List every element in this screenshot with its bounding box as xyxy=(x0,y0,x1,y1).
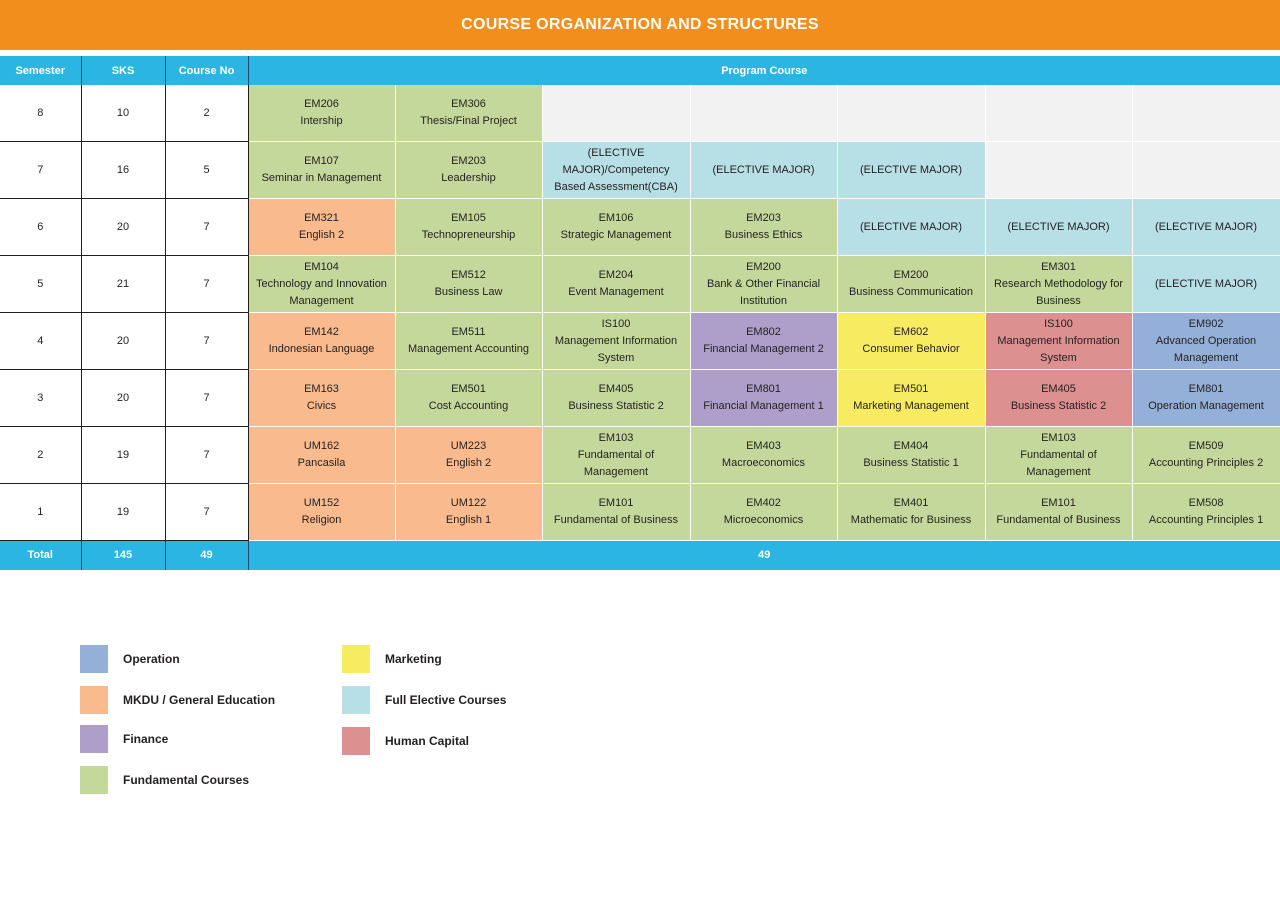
course-name: (ELECTIVE MAJOR) xyxy=(859,163,963,176)
course-cell xyxy=(542,199,690,256)
course-name: Management Accounting xyxy=(407,343,530,355)
course-cell xyxy=(248,370,395,427)
course-name: Pancasila xyxy=(297,457,346,469)
course-count-cell: 5 xyxy=(165,142,248,199)
empty-course-slot xyxy=(985,142,1132,199)
course-code: EM200 xyxy=(746,260,781,273)
course-cell xyxy=(248,142,395,199)
course-cell xyxy=(690,256,837,313)
course-name: English 2 xyxy=(298,229,345,241)
course-name: Management Information System xyxy=(554,334,678,364)
total-program: 49 xyxy=(248,541,1280,571)
course-cell xyxy=(690,427,837,484)
course-cell xyxy=(985,427,1132,484)
legend-item-elective xyxy=(341,685,506,715)
course-code: EM402 xyxy=(746,497,781,509)
course-cell xyxy=(690,199,837,256)
empty-course-slot xyxy=(1132,142,1280,199)
course-code: UM122 xyxy=(450,497,487,509)
course-count-cell: 7 xyxy=(165,313,248,370)
course-code: EM902 xyxy=(1188,317,1224,330)
course-name: Civics xyxy=(306,400,337,412)
course-name: Event Management xyxy=(568,286,664,298)
legend-swatch-fundamental xyxy=(79,765,109,795)
course-cell xyxy=(1132,256,1280,313)
course-cell xyxy=(542,313,690,370)
header-program-course: Program Course xyxy=(248,56,1280,85)
course-code: EM103 xyxy=(598,431,634,444)
semester-cell: 3 xyxy=(0,370,81,427)
course-name: Research Methodology for Business xyxy=(993,277,1123,307)
course-count-cell: 7 xyxy=(165,427,248,484)
course-cell xyxy=(395,484,542,541)
course-name: Advanced Operation Management xyxy=(1155,334,1257,364)
course-cell xyxy=(1132,199,1280,256)
course-code: EM104 xyxy=(304,260,339,273)
course-name: Strategic Management xyxy=(560,229,672,241)
course-code: EM204 xyxy=(598,269,634,281)
legend-item-operation xyxy=(79,644,180,674)
course-cell xyxy=(985,484,1132,541)
course-cell xyxy=(542,484,690,541)
course-code: EM801 xyxy=(746,383,781,395)
header-semester: Semester xyxy=(0,56,81,85)
course-cell xyxy=(985,313,1132,370)
course-code: EM403 xyxy=(746,440,781,452)
course-code: EM200 xyxy=(893,269,929,281)
table-body xyxy=(0,85,1280,541)
course-code: IS100 xyxy=(1044,317,1073,330)
course-structure-table xyxy=(0,56,1280,570)
empty-course-slot xyxy=(542,85,690,142)
course-name: Fundamental of Business xyxy=(553,514,679,526)
course-code: EM511 xyxy=(451,326,486,338)
course-name: English 1 xyxy=(445,514,492,526)
course-name: Accounting Principles 1 xyxy=(1148,514,1264,526)
course-name: Management Information System xyxy=(997,334,1120,364)
course-cell xyxy=(248,313,395,370)
legend-swatch-finance xyxy=(79,724,109,754)
course-name: Business Communication xyxy=(848,286,974,298)
course-cell xyxy=(837,142,985,199)
empty-course-slot xyxy=(985,85,1132,142)
course-code: EM203 xyxy=(451,155,486,167)
course-name: (ELECTIVE MAJOR) xyxy=(1007,220,1110,233)
empty-course-slot xyxy=(1132,85,1280,142)
legend-label-finance: Finance xyxy=(123,732,169,746)
legend-swatch-human-capital xyxy=(341,726,371,756)
course-name: (ELECTIVE MAJOR) xyxy=(1155,220,1258,233)
legend-item-marketing xyxy=(341,644,442,674)
course-name: Financial Management 2 xyxy=(703,343,824,355)
course-cell xyxy=(690,313,837,370)
course-name: Accounting Principles 2 xyxy=(1148,457,1264,469)
course-code: EM802 xyxy=(746,326,781,338)
course-code: IS100 xyxy=(601,317,631,330)
course-code: UM223 xyxy=(450,440,487,452)
semester-cell: 5 xyxy=(0,256,81,313)
course-code: EM101 xyxy=(1041,497,1076,509)
course-count-cell: 7 xyxy=(165,256,248,313)
course-cell xyxy=(837,199,985,256)
legend-swatch-elective xyxy=(341,685,371,715)
total-label: Total xyxy=(0,541,81,571)
table-header-row xyxy=(0,56,1280,85)
course-code: EM405 xyxy=(598,383,634,395)
course-name: Indonesian Language xyxy=(268,343,375,355)
course-name: Business Statistic 1 xyxy=(863,457,959,469)
course-name: Technopreneurship xyxy=(421,229,516,241)
course-name: Fundamental of Management xyxy=(1020,448,1097,478)
course-name: Business Ethics xyxy=(724,229,803,241)
course-cell xyxy=(395,199,542,256)
course-code: EM321 xyxy=(304,212,339,224)
course-name: (ELECTIVE MAJOR)/Competency Based Assessment(CBA) xyxy=(554,146,678,193)
course-cell xyxy=(542,142,690,199)
legend-label-operation: Operation xyxy=(123,652,180,666)
legend-label-mkdu: MKDU / General Education xyxy=(123,693,276,707)
empty-course-slot xyxy=(690,85,837,142)
sks-cell: 10 xyxy=(81,85,165,142)
course-name: Bank & Other Financial Institution xyxy=(706,277,821,307)
course-cell xyxy=(837,427,985,484)
course-name: Mathematic for Business xyxy=(850,514,972,526)
course-code: EM508 xyxy=(1188,497,1224,509)
course-cell xyxy=(248,427,395,484)
semester-row xyxy=(0,85,1280,142)
course-name: (ELECTIVE MAJOR) xyxy=(712,163,815,176)
sks-cell: 19 xyxy=(81,427,165,484)
course-name: Operation Management xyxy=(1148,400,1264,412)
total-sks: 145 xyxy=(81,541,165,571)
semester-row xyxy=(0,313,1280,370)
course-code: EM509 xyxy=(1188,440,1224,452)
course-name: Intership xyxy=(300,115,343,127)
course-name: Macroeconomics xyxy=(721,457,806,469)
course-cell xyxy=(395,85,542,142)
course-code: EM105 xyxy=(451,212,486,224)
course-count-cell: 2 xyxy=(165,85,248,142)
course-name: Consumer Behavior xyxy=(862,343,960,355)
course-cell xyxy=(837,484,985,541)
course-cell xyxy=(542,256,690,313)
sks-cell: 16 xyxy=(81,142,165,199)
course-code: EM501 xyxy=(451,383,486,395)
course-name: Marketing Management xyxy=(853,400,969,412)
semester-row xyxy=(0,142,1280,199)
course-code: EM101 xyxy=(598,497,634,509)
course-cell xyxy=(985,370,1132,427)
page-title: COURSE ORGANIZATION AND STRUCTURES xyxy=(461,16,819,33)
course-name: Business Statistic 2 xyxy=(1010,400,1107,412)
total-row xyxy=(0,541,1280,571)
course-cell xyxy=(248,256,395,313)
legend-label-elective: Full Elective Courses xyxy=(385,693,507,707)
course-code: EM512 xyxy=(451,269,486,281)
course-cell xyxy=(395,256,542,313)
semester-row xyxy=(0,199,1280,256)
empty-course-slot xyxy=(837,85,985,142)
course-name: Fundamental of Business xyxy=(996,514,1121,526)
course-code: UM162 xyxy=(303,440,340,452)
course-code: EM203 xyxy=(746,212,781,224)
course-code: EM404 xyxy=(893,440,929,452)
course-cell xyxy=(837,313,985,370)
course-cell xyxy=(837,256,985,313)
course-name: Financial Management 1 xyxy=(703,400,824,412)
semester-cell: 1 xyxy=(0,484,81,541)
sks-cell: 19 xyxy=(81,484,165,541)
course-count-cell: 7 xyxy=(165,199,248,256)
course-name: Seminar in Management xyxy=(261,172,382,184)
course-name: Fundamental of Management xyxy=(577,448,655,478)
course-cell xyxy=(690,484,837,541)
semester-cell: 2 xyxy=(0,427,81,484)
total-course-no: 49 xyxy=(165,541,248,571)
legend-item-finance xyxy=(79,724,168,754)
semester-cell: 8 xyxy=(0,85,81,142)
legend-item-mkdu xyxy=(79,685,275,715)
header-course-no: Course No xyxy=(165,56,248,85)
course-cell xyxy=(1132,313,1280,370)
course-name: Microeconomics xyxy=(723,514,804,526)
legend-item-fundamental xyxy=(79,765,249,795)
course-cell xyxy=(985,256,1132,313)
course-count-cell: 7 xyxy=(165,484,248,541)
course-cell xyxy=(542,370,690,427)
legend-item-human-capital xyxy=(341,726,469,756)
course-cell xyxy=(395,370,542,427)
semester-cell: 6 xyxy=(0,199,81,256)
course-name: Cost Accounting xyxy=(428,400,509,412)
course-name: (ELECTIVE MAJOR) xyxy=(1155,277,1258,290)
course-code: EM405 xyxy=(1041,383,1076,395)
course-code: EM301 xyxy=(1041,260,1076,273)
course-code: EM206 xyxy=(304,98,339,110)
sks-cell: 20 xyxy=(81,199,165,256)
legend-swatch-mkdu xyxy=(79,685,109,715)
course-cell xyxy=(690,142,837,199)
sks-cell: 20 xyxy=(81,370,165,427)
course-name: English 2 xyxy=(445,457,492,469)
course-cell xyxy=(837,370,985,427)
course-name: Thesis/Final Project xyxy=(420,115,517,127)
course-name: Religion xyxy=(301,514,342,526)
course-cell xyxy=(1132,370,1280,427)
course-code: EM801 xyxy=(1188,383,1224,395)
page-title-banner xyxy=(0,0,1280,50)
course-cell xyxy=(248,199,395,256)
semester-cell: 4 xyxy=(0,313,81,370)
course-cell xyxy=(1132,484,1280,541)
course-name: Business Law xyxy=(434,286,503,298)
sks-cell: 20 xyxy=(81,313,165,370)
course-name: (ELECTIVE MAJOR) xyxy=(859,220,963,233)
course-name: Business Statistic 2 xyxy=(568,400,664,412)
course-code: EM106 xyxy=(598,212,634,224)
legend-swatch-marketing xyxy=(341,644,371,674)
semester-row xyxy=(0,484,1280,541)
course-cell xyxy=(690,370,837,427)
course-cell xyxy=(248,484,395,541)
course-cell xyxy=(395,313,542,370)
legend-label-marketing: Marketing xyxy=(385,652,442,666)
semester-row xyxy=(0,370,1280,427)
course-name: Leadership xyxy=(441,172,496,184)
course-code: EM401 xyxy=(893,497,929,509)
semester-row xyxy=(0,256,1280,313)
course-code: EM107 xyxy=(304,155,339,167)
course-code: EM142 xyxy=(304,326,339,338)
course-code: EM501 xyxy=(893,383,929,395)
course-name: Technology and Innovation Management xyxy=(256,277,387,307)
course-cell xyxy=(395,142,542,199)
course-cell xyxy=(1132,427,1280,484)
legend-swatch-operation xyxy=(79,644,109,674)
legend-label-fundamental: Fundamental Courses xyxy=(123,773,250,787)
semester-row xyxy=(0,427,1280,484)
course-code: EM306 xyxy=(451,98,486,110)
legend-label-human-capital: Human Capital xyxy=(385,734,470,748)
course-count-cell: 7 xyxy=(165,370,248,427)
semester-cell: 7 xyxy=(0,142,81,199)
course-cell xyxy=(395,427,542,484)
course-code: EM103 xyxy=(1041,431,1076,444)
header-sks: SKS xyxy=(81,56,165,85)
course-code: EM163 xyxy=(304,383,339,395)
course-cell xyxy=(542,427,690,484)
course-code: UM152 xyxy=(303,497,340,509)
course-code: EM602 xyxy=(893,326,929,338)
course-cell xyxy=(985,199,1132,256)
sks-cell: 21 xyxy=(81,256,165,313)
course-cell xyxy=(248,85,395,142)
